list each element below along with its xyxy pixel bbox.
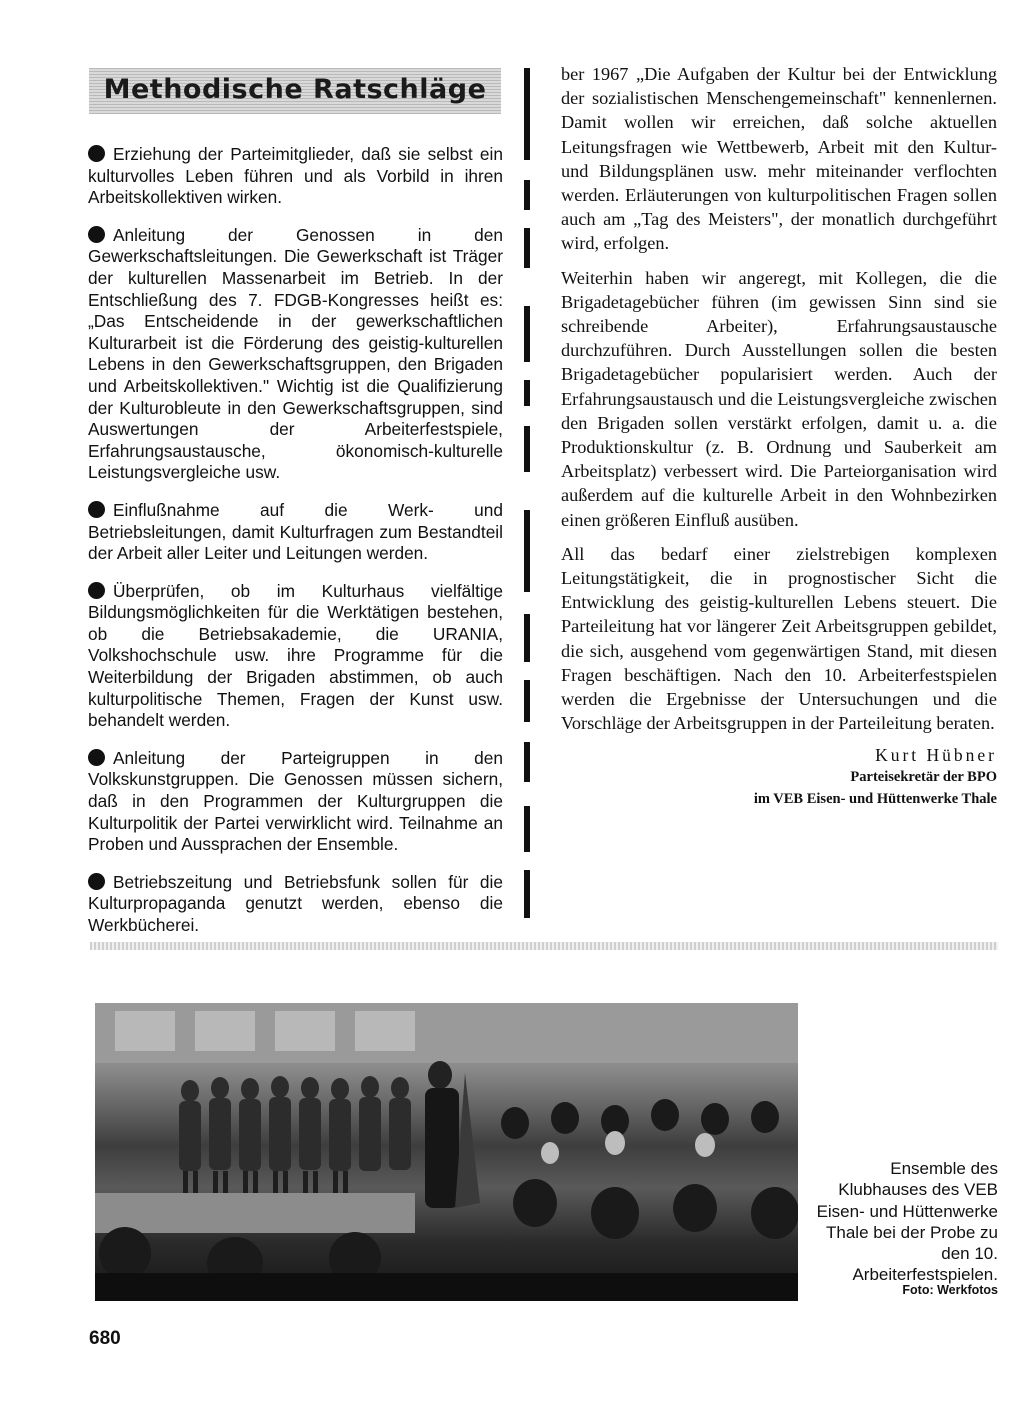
bullet-dot-icon [88,582,105,599]
page-number: 680 [89,1328,121,1349]
left-column [88,144,503,953]
bullet-dot-icon [88,145,105,162]
margin-bar [524,380,530,406]
margin-bar [524,510,530,592]
photo-credit: Foto: Werkfotos [902,1283,998,1297]
margin-bar [524,68,530,160]
margin-bar [524,614,530,662]
bullet-dot-icon [88,501,105,518]
margin-bar [524,228,530,268]
margin-bar [524,870,530,918]
photo-caption: Ensemble des Klubhauses des VEB Eisen- und Hüttenwerke Thale bei der Probe zu den 10. Arbeiterfestspielen. [816,1159,998,1285]
bullet-item [88,500,503,565]
bullet-dot-icon [88,749,105,766]
right-column [561,62,997,810]
bullet-text: Einflußnahme auf die Werk- und Betriebsleitungen, damit Kulturfragen zum Bestandteil der Arbeit aller Leiter und Leitungen werden. [88,499,503,564]
margin-marker-bars [524,68,544,918]
author-name: Kurt Hübner [875,745,997,766]
margin-bar [524,306,530,362]
section-heading: Methodische Ratschläge [103,74,487,105]
bullet-item [88,581,503,732]
bullet-item [88,225,503,484]
body-paragraph: Weiterhin haben wir angeregt, mit Kollegen, die die Brigadetagebücher führen (im gewissen Sinn sind sie schreibende Arbeiter), Erfahrungsaustausche durchzuführen. Durch Ausstellungen sollen die besten Brigadetagebücher popularisiert werden. Auch der Erfahrungsaustausch und die Leistungsvergleiche zwischen den Brigaden sollen verstärkt erfolgen, damit u. a. die Produktionskultur (z. B. Ordnung und Sauberkeit am Arbeitsplatz) verbessert wird. Die Parteiorganisation wird außerdem auf die kulturelle Arbeit in den Wohnbezirken einen größeren Einfluß ausüben. [561,267,997,530]
bullet-item [88,872,503,937]
bullet-dot-icon [88,873,105,890]
section-separator [90,942,998,950]
margin-bar [524,680,530,722]
ensemble-photo [95,1003,798,1301]
bullet-dot-icon [88,226,105,243]
section-heading-box [89,68,501,114]
margin-bar [524,742,530,782]
author-title: Parteisekretär der BPO [850,769,997,786]
body-paragraph: ber 1967 „Die Aufgaben der Kultur bei der Entwicklung der sozialistischen Menschengemeinschaft" kennenlernen. Damit wollen wir erreichen, daß solche aktuellen Leitungsfragen wie Wettbewerb, Arbeit mit den Kultur- und Bildungsplänen usw. mehr miteinander verflochten werden. Erläuterungen von kulturpolitischen Fragen sollen auch am „Tag des Meisters", der monatlich durchgeführt wird, erfolgen. [561,64,997,254]
margin-bar [524,426,530,472]
bullet-text: Überprüfen, ob im Kulturhaus vielfältige Bildungsmöglichkeiten für die Werktätigen bestehen, ob die Betriebsakademie, die URANIA, Volkshochschule usw. ihre Programme für die Weiterbildung der Brigaden abstimmen, ob auch kulturpolitische Themen, Fragen der Kunst usw. behandelt werden. [88,580,503,731]
bullet-item [88,144,503,209]
margin-bar [524,180,530,210]
author-organization: im VEB Eisen- und Hüttenwerke Thale [753,791,997,808]
bullet-text: Anleitung der Parteigruppen in den Volkskunstgruppen. Die Genossen müssen sichern, daß in den Programmen der Kulturgruppen die Kulturpolitik der Partei verwirklicht wird. Teilnahme an Proben und Aussprachen der Ensemble. [88,747,503,855]
bullet-text: Betriebszeitung und Betriebsfunk sollen für die Kulturpropaganda genutzt werden, ebenso die Werkbücherei. [88,871,503,935]
body-paragraph: All das bedarf einer zielstrebigen komplexen Leitungstätigkeit, die in prognostischer Sicht die Entwicklung des geistig-kulturellen Lebens steuert. Die Parteileitung hat vor längerer Zeit Arbeitsgruppen gebildet, die sich, ausgehend vom gegenwärtigen Stand, mit diesen Fragen beschäftigen. Nach den 10. Arbeiterfestspielen werden die Ergebnisse der Untersuchungen und die Vorschläge der Arbeitsgruppen in der Parteileitung beraten. [561,543,997,734]
photo-illustration [95,1003,798,1301]
bullet-item [88,748,503,856]
margin-bar [524,806,530,852]
bullet-text: Anleitung der Genossen in den Gewerkschaftsleitungen. Die Gewerkschaft ist Träger der kulturellen Massenarbeit im Betrieb. In der Entschließung des 7. FDGB-Kongresses heißt es: „Das Entscheidende in der gewerkschaftlichen Kulturarbeit ist die Förderung des geistig-kulturellen Lebens in den Gewerkschaftsgruppen, den Brigaden und Arbeitskollektiven." Wichtig ist die Qualifizierung der Kulturobleute in den Gewerkschaftsgruppen, sind Auswertungen der Arbeiterfestspiele, Erfahrungsaustausche, ökonomisch-kulturelle Leistungsvergleiche usw. [88,224,503,483]
bullet-text: Erziehung der Parteimitglieder, daß sie selbst ein kulturvolles Leben führen und als Vorbild in ihren Arbeitskollektiven wirken. [88,144,503,208]
